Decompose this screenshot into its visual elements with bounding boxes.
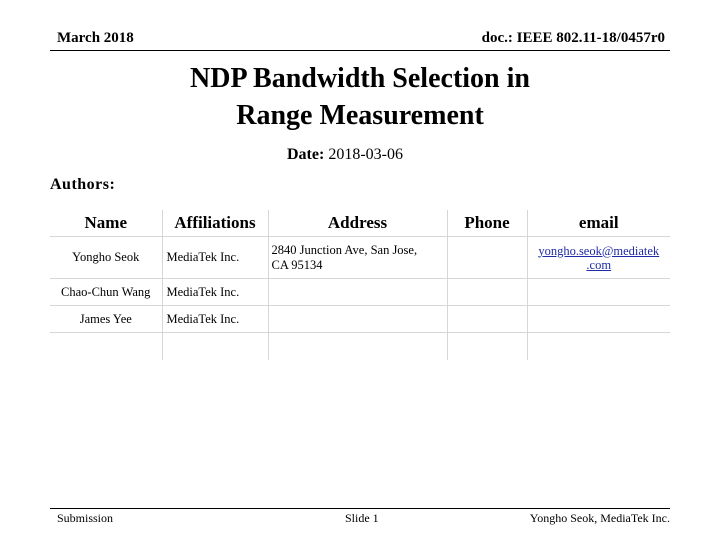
author-address-line-1: 2840 Junction Ave, San Jose,	[271, 242, 418, 257]
author-name: Chao-Chun Wang	[50, 279, 162, 306]
authors-heading: Authors:	[50, 176, 116, 193]
header-doc-id: doc.: IEEE 802.11-18/0457r0	[481, 30, 665, 46]
table-row	[50, 237, 670, 279]
table-row	[50, 306, 670, 333]
author-phone	[447, 237, 527, 279]
slide-title-line-2: Range Measurement	[236, 100, 484, 131]
author-affiliation: MediaTek Inc.	[162, 237, 268, 279]
author-phone	[447, 279, 527, 306]
slide-date-value: 2018-03-06	[328, 146, 403, 163]
header-divider	[50, 50, 670, 51]
author-affiliation: MediaTek Inc.	[162, 279, 268, 306]
author-email[interactable]	[527, 237, 670, 279]
author-address-line-2: CA 95134	[271, 257, 323, 272]
footer-submission: Submission	[57, 511, 114, 525]
column-header-affiliations: Affiliations	[162, 210, 268, 237]
table-header-row	[50, 210, 670, 237]
column-header-address: Address	[268, 210, 447, 237]
author-email	[527, 333, 670, 361]
author-address	[268, 333, 447, 361]
author-name: Yongho Seok	[50, 237, 162, 279]
author-email	[527, 306, 670, 333]
authors-table	[50, 210, 670, 360]
header-date: March 2018	[57, 30, 134, 46]
author-affiliation: MediaTek Inc.	[162, 306, 268, 333]
column-header-name: Name	[50, 210, 162, 237]
author-email-link-line-2[interactable]: .com	[586, 257, 612, 272]
author-email-link-line-1[interactable]: yongho.seok@mediatek	[538, 243, 660, 258]
author-phone	[447, 306, 527, 333]
slide-date	[287, 146, 403, 164]
column-header-phone: Phone	[447, 210, 527, 237]
column-header-email: email	[527, 210, 670, 237]
author-name	[50, 333, 162, 361]
author-email	[527, 279, 670, 306]
slide-date-label: Date:	[287, 146, 325, 163]
author-name: James Yee	[50, 306, 162, 333]
author-affiliation	[162, 333, 268, 361]
author-phone	[447, 333, 527, 361]
table-row	[50, 279, 670, 306]
author-address	[268, 279, 447, 306]
slide-title-line-1: NDP Bandwidth Selection in	[190, 63, 530, 94]
author-address	[268, 237, 447, 279]
slide-title	[0, 60, 720, 134]
footer-divider	[50, 508, 670, 509]
table-row	[50, 333, 670, 361]
footer-slide-number: Slide 1	[345, 511, 379, 525]
footer-author: Yongho Seok, MediaTek Inc.	[529, 511, 670, 525]
author-address	[268, 306, 447, 333]
